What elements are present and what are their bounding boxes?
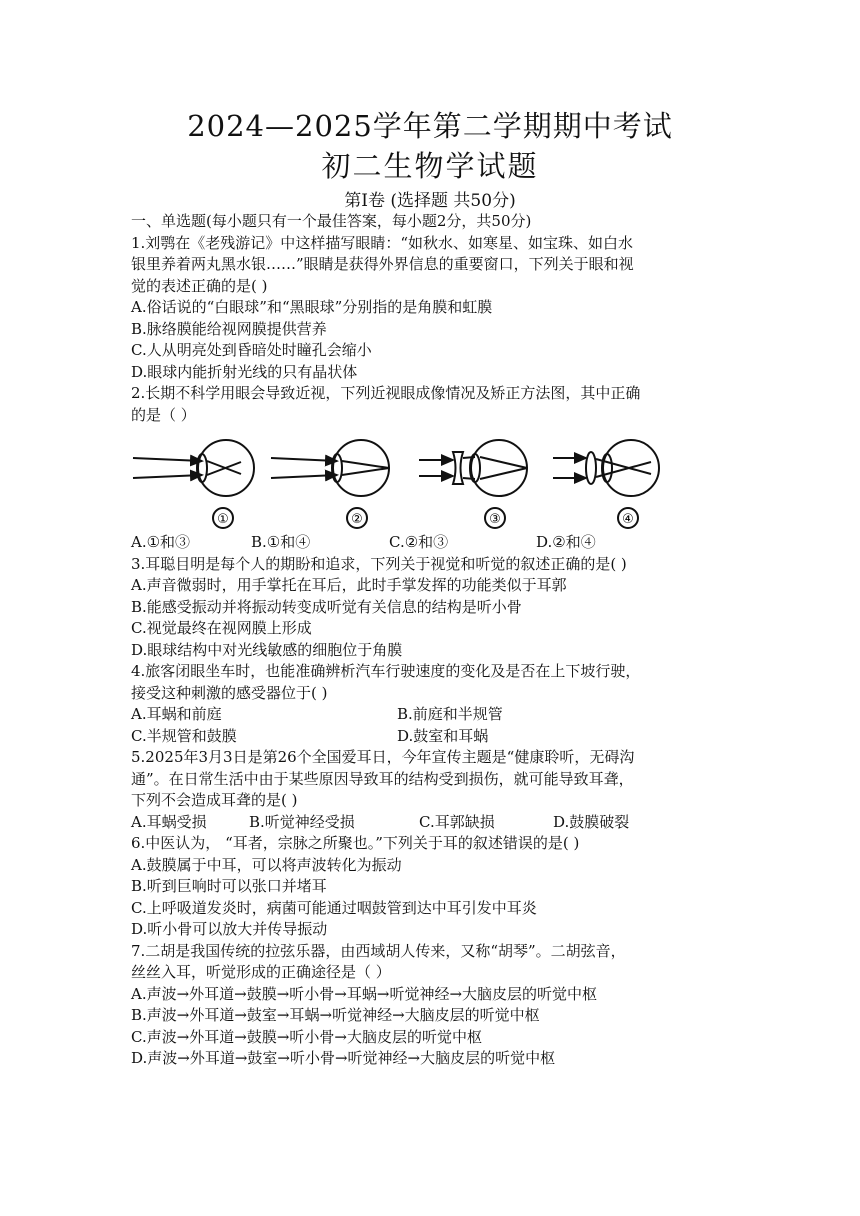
eye-figure-2 — [271, 440, 389, 496]
exam-title: 2024—2025学年第二学期期中考试 — [187, 109, 673, 143]
option-a: A.①和③ — [131, 533, 191, 551]
question-text: 7.二胡是我国传统的拉弦乐器，由西域胡人传来，又称“胡琴”。二胡弦音， — [131, 941, 626, 960]
question-3 — [131, 554, 736, 662]
figure-label-4: ④ — [622, 512, 634, 527]
option-c: C.②和③ — [389, 533, 449, 551]
option-a: A.鼓膜属于中耳，可以将声波转化为振动 — [131, 855, 402, 874]
option-b: B.脉络膜能给视网膜提供营养 — [131, 319, 327, 338]
eye-diagrams-svg — [131, 430, 691, 532]
option-c: C.耳郭缺损 — [419, 812, 495, 831]
figure-label-1: ① — [217, 512, 229, 527]
question-2 — [131, 383, 736, 554]
question-5 — [131, 747, 736, 833]
options-row — [131, 812, 736, 834]
question-list — [131, 211, 736, 1070]
question-4 — [131, 661, 736, 747]
option-b: B.①和④ — [251, 533, 311, 551]
question-text: 5.2025年3月3日是第26个全国爱耳日，今年宣传主题是“健康聆听，无碍沟 — [131, 748, 635, 766]
option-c: C.半规管和鼓膜 — [131, 726, 237, 745]
option-a: A.耳蜗和前庭 — [131, 705, 222, 723]
question-text: 的是（ ） — [131, 405, 196, 424]
figure-label-2: ② — [351, 512, 363, 527]
question-text: 下列不会造成耳聋的是( ) — [131, 791, 298, 809]
options-row — [131, 704, 736, 726]
option-d: D.眼球结构中对光线敏感的细胞位于角膜 — [131, 640, 403, 659]
option-a: A.俗话说的“白眼球”和“黑眼球”分别指的是角膜和虹膜 — [131, 298, 493, 316]
eye-figure-1 — [133, 440, 254, 496]
myopia-diagram — [131, 430, 736, 532]
eye-figure-4 — [553, 440, 659, 496]
question-1 — [131, 233, 736, 384]
question-6 — [131, 833, 736, 941]
option-a: A.耳蜗受损 — [131, 812, 207, 831]
option-c: C.声波→外耳道→鼓膜→听小骨→大脑皮层的听觉中枢 — [131, 1027, 482, 1046]
question-text: 6.中医认为， “耳者，宗脉之所聚也。”下列关于耳的叙述错误的是( ) — [131, 834, 580, 852]
option-c: C.上呼吸道发炎时，病菌可能通过咽鼓管到达中耳引发中耳炎 — [131, 898, 537, 917]
option-d: D.声波→外耳道→鼓室→听小骨→听觉神经→大脑皮层的听觉中枢 — [131, 1049, 556, 1067]
question-text: 丝丝入耳，听觉形成的正确途径是（ ） — [131, 963, 391, 981]
option-c: C.人从明亮处到昏暗处时瞳孔会缩小 — [131, 341, 372, 359]
option-b: B.听觉神经受损 — [249, 812, 355, 831]
options-row — [131, 726, 736, 748]
option-d: D.眼球内能折射光线的只有晶状体 — [131, 362, 358, 381]
figure-label-3: ③ — [489, 512, 501, 527]
question-text: 2.长期不科学用眼会导致近视，下列近视眼成像情况及矫正方法图，其中正确 — [131, 384, 641, 402]
option-d: D.听小骨可以放大并传导振动 — [131, 920, 328, 938]
options-row — [131, 532, 736, 554]
exam-subject: 初二生物学试题 — [321, 149, 539, 183]
option-b: B.前庭和半规管 — [397, 705, 503, 723]
question-text: 银里养着两丸黑水银……”眼睛是获得外界信息的重要窗口，下列关于眼和视 — [131, 255, 634, 273]
question-text: 4.旅客闭眼坐车时，也能准确辨析汽车行驶速度的变化及是否在上下坡行驶， — [131, 662, 641, 680]
option-a: A.声波→外耳道→鼓膜→听小骨→耳蜗→听觉神经→大脑皮层的听觉中枢 — [131, 984, 598, 1003]
option-d: D.鼓室和耳蜗 — [397, 726, 489, 745]
question-text: 1.刘鹗在《老残游记》中这样描写眼睛：“如秋水、如寒星、如宝珠、如白水 — [131, 233, 633, 252]
question-7 — [131, 941, 736, 1070]
question-text: 3.耳聪目明是每个人的期盼和追求，下列关于视觉和听觉的叙述正确的是( ) — [131, 554, 627, 573]
option-c: C.视觉最终在视网膜上形成 — [131, 619, 312, 637]
question-text: 接受这种刺激的感受器位于( ) — [131, 683, 328, 702]
option-b: B.能感受振动并将振动转变成听觉有关信息的结构是听小骨 — [131, 597, 522, 616]
volume-heading: 第Ⅰ卷 (选择题 共50分) — [344, 191, 516, 211]
question-text: 觉的表述正确的是( ) — [131, 276, 268, 295]
question-text: 通”。在日常生活中由于某些原因导致耳的结构受到损伤，就可能导致耳聋， — [131, 769, 634, 788]
option-a: A.声音微弱时，用手掌托在耳后，此时手掌发挥的功能类似于耳郭 — [131, 576, 567, 594]
eye-figure-3 — [419, 440, 527, 496]
option-d: D.②和④ — [536, 533, 596, 551]
option-d: D.鼓膜破裂 — [553, 812, 630, 831]
section-heading: 一、单选题(每小题只有一个最佳答案，每小题2分，共50分) — [131, 212, 532, 230]
option-b: B.声波→外耳道→鼓室→耳蜗→听觉神经→大脑皮层的听觉中枢 — [131, 1006, 540, 1024]
option-b: B.听到巨响时可以张口并堵耳 — [131, 877, 327, 895]
